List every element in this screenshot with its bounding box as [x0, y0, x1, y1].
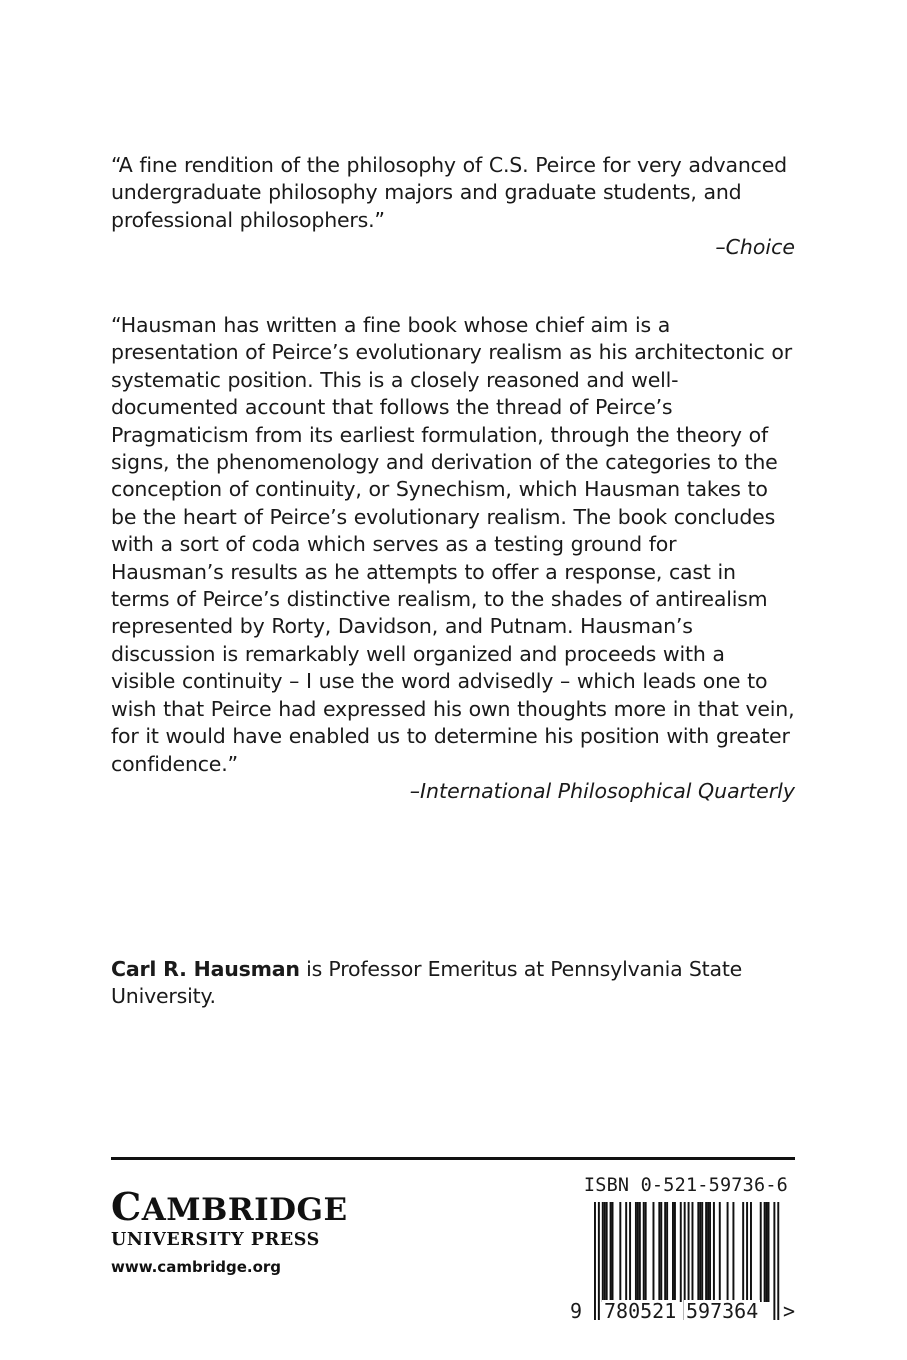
- barcode-bar: [680, 1202, 682, 1302]
- barcode-bar: [643, 1202, 645, 1302]
- barcode-bar: [658, 1202, 660, 1302]
- review-ipq: [111, 312, 795, 805]
- author-name: Carl R. Hausman: [111, 957, 300, 981]
- barcode-bar: [768, 1202, 770, 1302]
- barcode-bar: [692, 1202, 694, 1302]
- barcode-bar: [713, 1202, 715, 1302]
- barcode-bar: [639, 1202, 641, 1302]
- barcode-bar: [773, 1202, 775, 1320]
- barcode-bar: [727, 1202, 729, 1302]
- publisher-logo: [111, 1184, 348, 1276]
- barcode-arrow: >: [783, 1299, 796, 1323]
- barcode-bar: [635, 1202, 637, 1302]
- isbn-label: ISBN 0-521-59736-6: [583, 1175, 788, 1196]
- barcode-bar: [664, 1202, 666, 1302]
- barcode-bar: [699, 1202, 701, 1302]
- review-source: –International Philosophical Quarterly: [409, 778, 795, 803]
- barcode-bar: [701, 1202, 703, 1302]
- barcode-bar: [625, 1202, 627, 1302]
- barcode-bar: [610, 1202, 612, 1302]
- isbn-block: [570, 1175, 800, 1328]
- barcode-bar: [602, 1202, 604, 1302]
- barcode-bar: [619, 1202, 621, 1302]
- barcode-bar: [719, 1202, 721, 1302]
- publisher-name: CAMBRIDGE: [111, 1184, 348, 1229]
- barcode-right-digits: 597364: [686, 1299, 759, 1323]
- barcode-bar: [674, 1202, 676, 1302]
- barcode-bar: [672, 1202, 674, 1302]
- barcode-bar: [750, 1202, 752, 1302]
- barcode-bar: [705, 1202, 707, 1302]
- publisher-url: www.cambridge.org: [111, 1258, 282, 1276]
- barcode-bar: [746, 1202, 748, 1302]
- barcode-bar: [653, 1202, 655, 1302]
- barcode-bar: [645, 1202, 647, 1302]
- barcode-bar: [709, 1202, 711, 1302]
- barcode-bar: [742, 1202, 744, 1302]
- publisher-subtitle: UNIVERSITY PRESS: [111, 1230, 320, 1250]
- barcode-left-digits: 780521: [604, 1299, 677, 1323]
- barcode-bar: [777, 1202, 779, 1320]
- review-quote: “Hausman has written a fine book whose chief aim is a presentation of Peirce’s evolutionary realism as his architectonic or systematic position. This is a closely reasoned and well-documented account that follows the thread of Peirce’s Pragmaticism from its earliest formulation, through the theory of signs, the phenomenology and derivation of the categories to the conception of continuity, or Synechism, which Hausman takes to be the heart of Peirce’s evolutionary realism. The book concludes with a sort of coda which serves as a testing ground for Hausman’s results as he attempts to offer a response, cast in terms of Peirce’s distinctive realism, to the shades of antirealism represented by Rorty, Davidson, and Putnam. Hausman’s discussion is remarkably well organized and proceeds with a visible continuity – I use the word advisedly – which leads one to wish that Peirce had expressed his own thoughts more in that vein, for it would have enabled us to determine his position with greater confidence.”: [111, 313, 795, 776]
- barcode-bar: [732, 1202, 734, 1302]
- barcode-bar: [598, 1202, 600, 1320]
- barcode-bar: [766, 1202, 768, 1302]
- barcode-bar: [629, 1202, 631, 1302]
- author-bio: [111, 956, 795, 1011]
- barcode-first-digit: 9: [570, 1299, 583, 1323]
- barcode-bar: [760, 1202, 762, 1302]
- barcode-bar: [660, 1202, 662, 1302]
- review-quote: “A fine rendition of the philosophy of C.S. Peirce for very advanced undergraduate philosophy majors and graduate students, and professional philosophers.”: [111, 153, 787, 232]
- barcode-bar: [697, 1202, 699, 1302]
- barcode-bar: [604, 1202, 606, 1302]
- barcode-bar: [594, 1202, 596, 1320]
- review-choice: [111, 152, 795, 262]
- author-bio-text: is Professor Emeritus at Pennsylvania State University.: [111, 957, 743, 1009]
- barcode: [570, 1202, 800, 1328]
- barcode-bar: [637, 1202, 639, 1302]
- divider-rule: [111, 1157, 795, 1160]
- barcode-bar: [666, 1202, 668, 1302]
- barcode-bar: [606, 1202, 608, 1302]
- barcode-bar: [764, 1202, 766, 1302]
- barcode-bar: [707, 1202, 709, 1302]
- review-source: –Choice: [715, 235, 795, 260]
- barcode-bar: [612, 1202, 614, 1302]
